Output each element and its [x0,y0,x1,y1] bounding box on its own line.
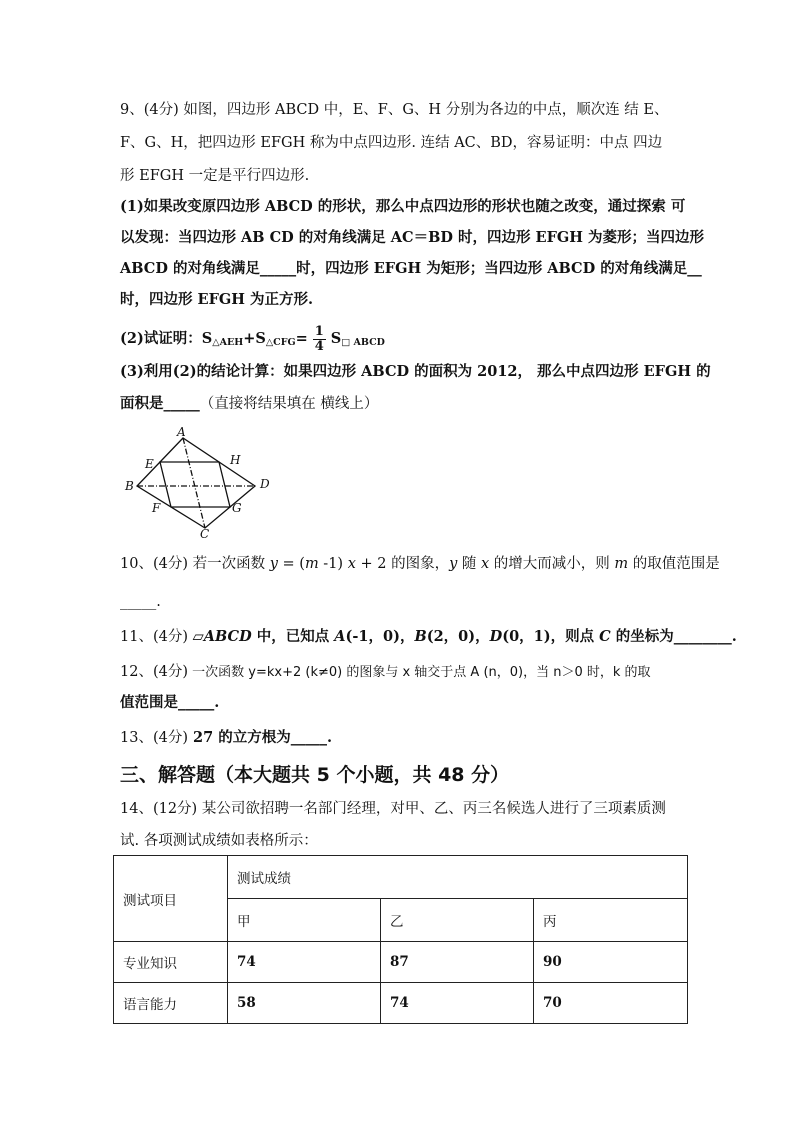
q11-parallelogram: ▱ABCD [192,628,252,645]
q14-line-2: 试. 各项测试成绩如表格所示： [120,833,318,849]
q12-line-2: 值范围是_____. [120,694,220,711]
q12-text: 一次函数 y=kx+2 (k≠0) 的图象与 x 轴交于点 A (n，0)，当 n＞0 时，k 的取 [188,665,651,680]
q9-part3-line-2 [120,394,378,414]
q9-line-1: 9、(4分) 如图，四边形 ABCD 中，E、F、G、H 分别为各边的中点，顺次连 结 E、 [120,102,669,118]
label-b: B [125,479,134,493]
q9-line-2: F、G、H，把四边形 EFGH 称为中点四边形. 连结 AC、BD，容易证明：中点 四边 [120,135,663,151]
q9-part2-sub-cfg: △CFG [265,337,296,348]
label-a: A [177,425,186,439]
q10-plus: + 2 [355,556,387,572]
q10-x: x [347,556,356,572]
q9-part2-sub-abcd: □ ABCD [341,337,385,348]
q11-text-b: 中，已知点 [251,628,335,645]
q10-line-1 [120,554,720,574]
q10-x2: x [481,556,490,572]
q10-eq: = ( [277,556,305,572]
q13-prefix: 13、(4分) [120,730,188,746]
table-row [114,983,688,1024]
q9-part1-line-1: (1)如果改变原四边形 ABCD 的形状，那么中点四边形的形状也随之改变，通过探索 可 [120,198,686,215]
label-h: H [230,453,241,467]
q13-text: 27 的立方根为_____. [188,729,333,746]
table-candidate-yi: 乙 [381,899,534,942]
q11-prefix: 11、(4分) [120,629,193,645]
q11-text-e: (0，1)，则点 [502,628,600,645]
q11-text-c: (-1，0)， [345,628,415,645]
q9-part3-line-1: (3)利用(2)的结论计算：如果四边形 ABCD 的面积为 2012， 那么中点四边形 EFGH 的 [120,363,711,380]
diagonal-ac [183,438,205,528]
q10-m: m [304,556,319,572]
score-table [113,855,688,1024]
q9-part1-line-3: ABCD 的对角线满足_____时，四边形 EFGH 为矩形；当四边形 ABCD 的对角线满足__ [120,260,702,277]
table-row [114,942,688,983]
q11-text-d: (2，0)， [426,628,490,645]
q10-y2: y [449,556,458,572]
q9-part2-prefix: (2)试证明：S [120,330,213,347]
q9-line-3: 形 EFGH 一定是平行四边形. [120,168,310,184]
table-cell: 90 [534,942,688,983]
q10-minus: -1) [318,556,348,572]
table-candidate-bing: 丙 [534,899,688,942]
label-e: E [145,457,154,471]
table-row-label: 语言能力 [114,983,228,1024]
q14-prefix: 14、(12分) [120,801,198,817]
q11-point-d: D [489,628,503,645]
q10-text-e: 的取值范围是 [628,556,720,572]
q13-line [120,728,332,748]
q10-text-c: 随 [457,556,482,572]
q10-line-2: _____. [120,594,161,610]
quadrilateral-figure [120,424,280,540]
label-g: G [232,501,242,515]
q9-part1-line-2: 以发现：当四边形 AB CD 的对角线满足 AC＝BD 时，四边形 EFGH 为菱形；当四边形 [120,229,705,246]
table-cell: 87 [381,942,534,983]
q10-prefix: 10、(4分) 若一次函数 [120,556,270,572]
q11-line [120,627,737,647]
q10-text-d: 的增大而减小，则 [489,556,615,572]
table-cell: 58 [228,983,381,1024]
q9-part2-equals: = [295,330,308,347]
table-header-score: 测试成绩 [228,856,688,899]
q9-part3-answer-blank: 面积是_____ [120,395,200,412]
fraction-denominator: 4 [314,338,324,354]
q11-point-c: C [599,628,611,645]
q12-line-1 [120,662,651,683]
q12-prefix: 12、(4分) [120,664,188,680]
label-d: D [260,477,270,491]
fraction-numerator: 1 [314,323,324,339]
q11-text-f: 的坐标为________. [610,628,737,645]
q14-text: 某公司欲招聘一名部门经理，对甲、乙、丙三名候选人进行了三项素质测 [197,801,666,817]
q10-text-b: 的图象， [386,556,450,572]
table-candidate-jia: 甲 [228,899,381,942]
section-3-heading: 三、解答题（本大题共 5 个小题，共 48 分） [120,764,510,786]
q11-point-a: A [334,628,346,645]
q9-part2-fraction [313,325,326,354]
table-cell: 74 [381,983,534,1024]
table-cell: 74 [228,942,381,983]
q9-part3-instruction: （直接将结果填在 横线上） [199,396,379,412]
q9-part2-s: S [330,330,342,347]
label-f: F [152,501,161,515]
table-header-item: 测试项目 [114,856,228,942]
table-row-label: 专业知识 [114,942,228,983]
table-cell: 70 [534,983,688,1024]
q9-part2-plus: +S [243,330,266,347]
q9-part1-line-4: 时，四边形 EFGH 为正方形. [120,291,314,308]
q9-part2-sub-aeh: △AEH [212,337,244,348]
label-c: C [200,527,210,540]
q10-y: y [269,556,278,572]
q9-part2-formula [120,322,385,360]
q14-line-1 [120,799,666,819]
q10-m2: m [614,556,629,572]
q11-point-b: B [414,628,427,645]
